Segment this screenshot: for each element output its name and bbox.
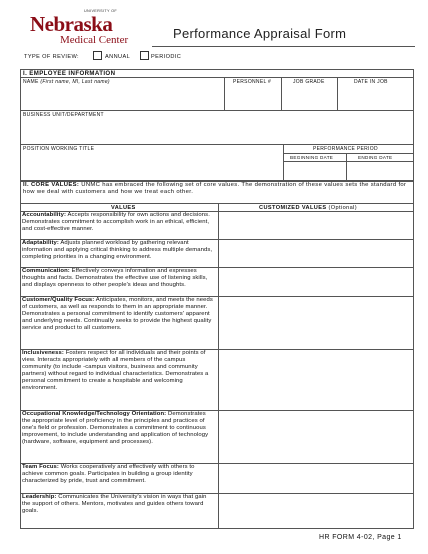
personnel-field[interactable]: [225, 86, 280, 109]
periodic-checkbox[interactable]: [140, 51, 149, 60]
core-value-4: [22, 297, 215, 332]
beginning-date-field[interactable]: [284, 162, 345, 181]
business-unit-field[interactable]: [21, 119, 413, 143]
core-value-title: Occupational Knowledge/Technology Orientation:: [22, 411, 167, 417]
core-value-title: Accountability:: [22, 212, 67, 218]
ending-date-field[interactable]: [347, 162, 413, 181]
name-hint: (First name, MI, Last name): [40, 79, 110, 85]
core-value-title: Team Focus:: [22, 464, 59, 470]
annual-checkbox[interactable]: [93, 51, 102, 60]
name-label: [23, 79, 110, 85]
annual-label: ANNUAL: [105, 54, 131, 60]
core-value-description: Works cooperatively and effectively with others to achieve common goals. Participates in building a group identity characterized by pride, trust and commitment.: [22, 464, 195, 485]
section2-intro: [23, 182, 411, 196]
logo-top-text: UNIVERSITY OF: [84, 9, 117, 13]
ending-date-label: ENDING DATE: [358, 155, 393, 160]
customized-value-field[interactable]: [220, 350, 413, 409]
job-grade-field[interactable]: [282, 86, 336, 109]
name-label-text: NAME: [23, 79, 39, 85]
date-in-job-label: DATE IN JOB: [354, 79, 388, 85]
customized-value-field[interactable]: [220, 212, 413, 238]
core-value-description: Communicates the University's vision in ways that gain the support of others. Mentors, motivates and guides others toward goals.: [22, 494, 207, 515]
personnel-label: PERSONNEL #: [233, 79, 272, 85]
customized-value-field[interactable]: [220, 240, 413, 266]
core-value-title: Leadership:: [22, 494, 57, 500]
customized-value-field[interactable]: [220, 268, 413, 295]
core-value-description: Anticipates, monitors, and meets the needs of customers, as well as responds to them in an appropriate manner. Demonstrates a personal commitment to identify customers' apparent and underlying needs. Continually seeks to provide the highest quality service and product to all customers.: [22, 297, 213, 332]
performance-period-label: PERFORMANCE PERIOD: [313, 146, 378, 152]
date-in-job-field[interactable]: [338, 86, 413, 109]
row-rule: [20, 203, 414, 204]
business-unit-label: BUSINESS UNIT/DEPARTMENT: [23, 112, 104, 118]
values-column-header: VALUES: [111, 205, 136, 211]
core-value-description: Fosters respect for all individuals and their points of view. Interacts appropriately with all members of the campus community (to include -campus visitors, business and community partners) without regard to individual characteristics. Demonstrates a personal commitment to create a hospitable and welcoming environment.: [22, 350, 209, 392]
core-value-5: [22, 350, 215, 393]
logo-sub: Medical Center: [60, 34, 129, 46]
customized-value-field[interactable]: [220, 494, 413, 527]
beginning-date-label: BEGINNING DATE: [290, 155, 334, 160]
job-grade-label: JOB GRADE: [293, 79, 325, 85]
type-of-review-label: TYPE OF REVIEW:: [24, 54, 80, 60]
logo-name: Nebraska: [30, 12, 113, 36]
values-column-divider: [218, 203, 219, 529]
section1-heading: I. EMPLOYEE INFORMATION: [23, 70, 116, 77]
row-rule: [20, 144, 414, 145]
periodic-label: PERIODIC: [151, 54, 182, 60]
core-value-2: [22, 240, 215, 261]
title-rule: [152, 46, 415, 47]
customized-values-title: CUSTOMIZED VALUES: [259, 205, 327, 211]
customized-value-field[interactable]: [220, 464, 413, 492]
name-field[interactable]: [21, 86, 223, 109]
core-value-7: [22, 464, 215, 485]
core-value-description: Effectively conveys information and expresses thoughts and facts. Demonstrates the effective use of listening skills, and displays openness to other people's ideas and thoughts.: [22, 268, 208, 289]
row-rule: [20, 110, 414, 111]
core-value-title: Adaptability:: [22, 240, 59, 246]
section1-heading-rule: [20, 77, 414, 78]
customized-values-note: (Optional): [328, 205, 358, 211]
core-value-description: Accepts responsibility for own actions and decisions. Demonstrates commitment to accomplish work in an ethical, efficient, and cost-effective manner.: [22, 212, 210, 233]
customized-value-field[interactable]: [220, 411, 413, 462]
section2-intro-text: UNMC has embraced the following set of core values. The demonstration of these values sets the standard for how we deal with customers and how we treat each other.: [23, 182, 407, 196]
unmc-logo: [26, 8, 148, 52]
core-value-6: [22, 411, 215, 446]
form-title: Performance Appraisal Form: [173, 26, 347, 41]
section2-heading: II. CORE VALUES:: [23, 182, 80, 188]
core-value-3: [22, 268, 215, 289]
core-value-1: [22, 212, 215, 233]
core-value-title: Inclusiveness:: [22, 350, 64, 356]
core-value-description: Adjusts planned workload by gathering relevant information and applying critical thinking to address multiple demands, completing priorities in a changing environment.: [22, 240, 213, 261]
customized-value-field[interactable]: [220, 297, 413, 348]
core-value-description: Demonstrates the appropriate level of proficiency in the principles and practices of one's field or profession. Demonstrates a commitment to continuous improvement, to include understanding and application of technology (hardware, software, equipment and processes).: [22, 411, 209, 446]
form-footer: HR FORM 4-02, Page 1: [319, 534, 402, 541]
position-field[interactable]: [21, 153, 281, 181]
core-value-title: Customer/Quality Focus:: [22, 297, 95, 303]
row-rule: [283, 153, 414, 154]
core-value-title: Communication:: [22, 268, 70, 274]
position-label: POSITION WORKING TITLE: [23, 146, 95, 152]
core-value-8: [22, 494, 215, 515]
